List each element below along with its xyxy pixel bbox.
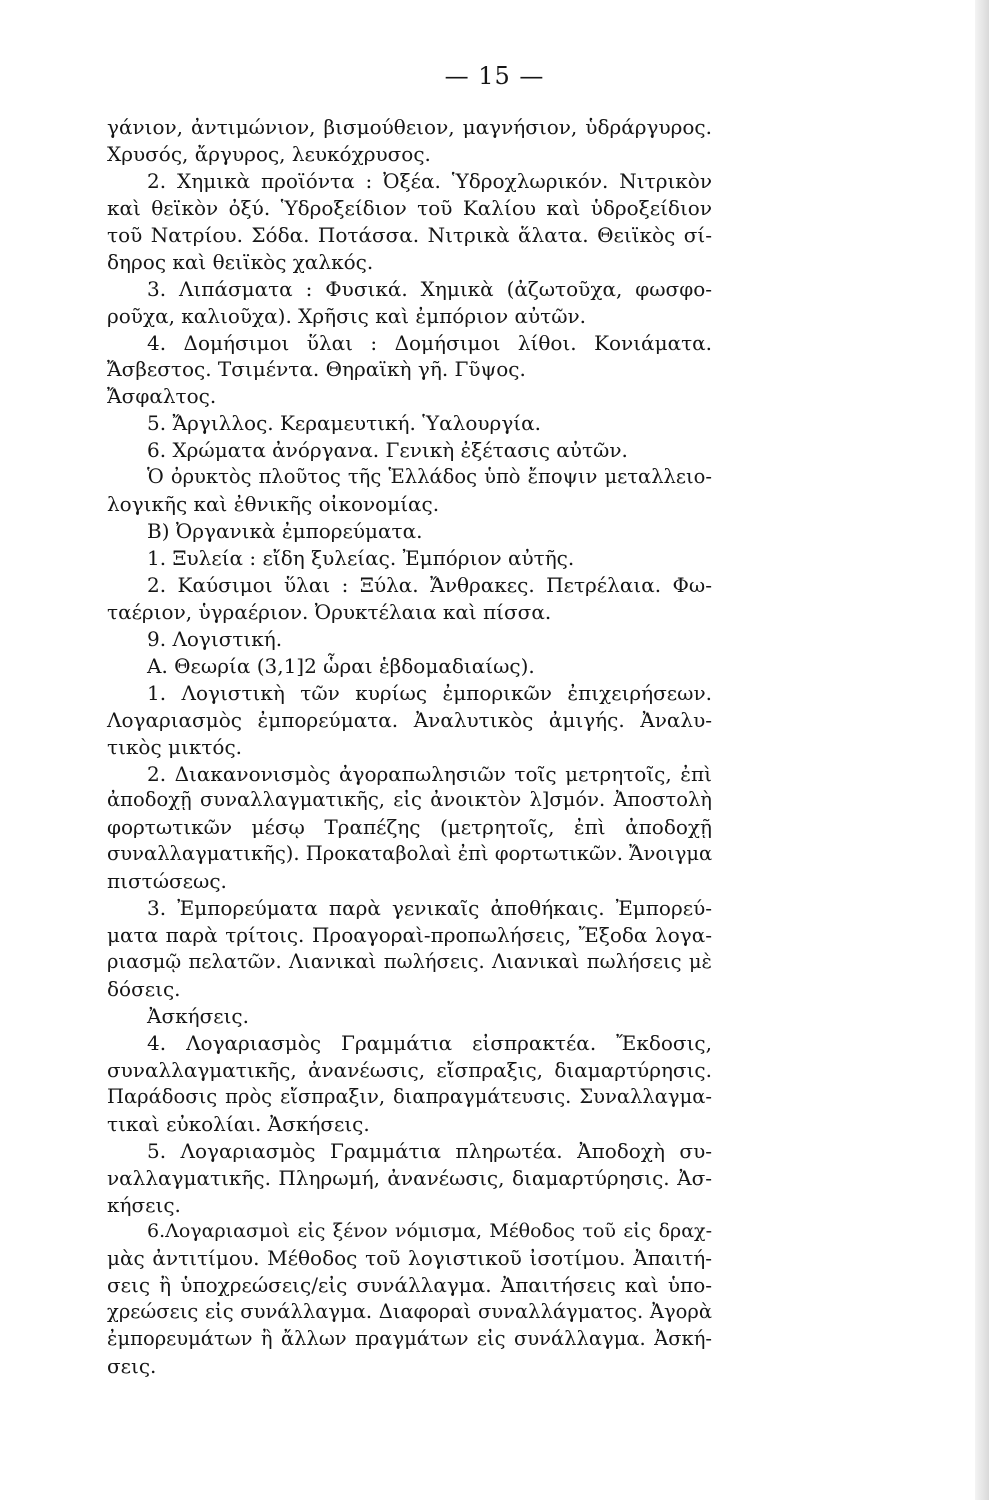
text-line: 4. Δομήσιμοι ὕλαι : Δομήσιμοι λίθοι. Κονιάματα. [147,330,712,355]
text-line: 1. Ξυλεία : εἴδη ξυλείας. Ἐμπόριον αὐτῆς. [147,546,575,570]
section-heading: 9. Λογιστική. [147,626,283,651]
text-line: 4. Λογαριασμὸς Γραμμάτια εἰσπρακτέα. Ἔκδοσις, [147,1030,712,1055]
text-line: 6. Χρώματα ἀνόργανα. Γενικὴ ἐξέτασις αὐτῶν. [147,438,628,463]
text-line: ματα παρὰ τρίτοις. Προαγοραὶ-προπωλήσεις, Ἔξοδα λογα- [107,923,712,948]
text-line: φορτωτικῶν μέσῳ Τραπέζης (μετρητοῖς, ἐπὶ ἀποδοχῇ [107,815,712,840]
text-line: τοῦ Νατρίου. Σόδα. Ποτάσσα. Νιτρικὰ ἅλατα. Θειϊκὸς σί- [107,222,712,247]
text-line: συναλλαγματικῆς, ἀνανέωσις, εἴσπραξις, διαμαρτύρησις. [107,1057,712,1082]
text-line: ναλλαγματικῆς. Πληρωμή, ἀνανέωσις, διαμαρτύρησις. Ἀσ- [107,1165,712,1190]
text-line: πιστώσεως. [107,869,227,894]
text-line: ἐμπορευμάτων ἢ ἄλλων πραγμάτων εἰς συνάλλαγμα. Ἀσκή- [107,1327,712,1351]
section-heading: Β) Ὀργανικὰ ἐμπορεύματα. [147,519,423,544]
text-line: 1. Λογιστικὴ τῶν κυρίως ἐμπορικῶν ἐπιχειρήσεων. [147,680,712,705]
text-line: σεις ἢ ὑποχρεώσεις/εἰς συνάλλαγμα. Ἀπαιτήσεις καὶ ὑπο- [107,1273,712,1298]
text-line: δόσεις. [107,977,181,1001]
text-line: 2. Διακανονισμὸς ἀγοραπωλησιῶν τοῖς μετρητοῖς, ἐπὶ [147,761,712,786]
text-line: μὰς ἀντιτίμου. Μέθοδος τοῦ λογιστικοῦ ἰσοτίμου. Ἀπαιτή- [107,1246,712,1271]
page-edge-shadow [975,0,989,1500]
text-line: 2. Χημικὰ προϊόντα : Ὀξέα. Ὑδροχλωρικόν. Νιτρικὸν [147,168,712,193]
text-line: ροῦχα, καλιοῦχα). Χρῆσις καὶ ἐμπόριον αὐτῶν. [107,303,587,328]
text-line: τικὸς μικτός. [107,734,243,759]
text-line: γάνιον, ἀντιμώνιον, βισμούθειον, μαγνήσιον, ὑδράργυρος. [107,115,712,139]
text-line: ταέριον, ὑγραέριον. Ὀρυκτέλαια καὶ πίσσα. [107,599,552,624]
text-line: Λογαριασμὸς ἐμπορεύματα. Ἀναλυτικὸς ἀμιγής. Ἀναλυ- [107,707,712,732]
text-line: λογικῆς καὶ ἐθνικῆς οἰκονομίας. [107,492,440,517]
text-line: Ἄσβεστος. Τσιμέντα. Θηραϊκὴ γῆ. Γῦψος. [107,357,526,382]
text-line: ριασμῷ πελατῶν. Λιανικαὶ πωλήσεις. Λιανικαὶ πωλήσεις μὲ [107,950,712,974]
text-line: καὶ θεϊκὸν ὀξύ. Ὑδροξείδιον τοῦ Καλίου καὶ ὑδροξείδιον [107,195,712,220]
text-line: 6.Λογαριασμοὶ εἰς ξένον νόμισμα, Μέθοδος τοῦ εἰς δραχ- [147,1220,712,1243]
text-line: χρεώσεις εἰς συνάλλαγμα. Διαφοραὶ συναλλάγματος. Ἀγορὰ [107,1300,712,1324]
text-line: Παράδοσις πρὸς εἴσπραξιν, διαπραγμάτευσις. Συναλλαγμα- [107,1084,712,1108]
text-line: Ἀσκήσεις. [147,1003,249,1028]
text-line: σεις. [107,1354,157,1379]
text-line: 5. Λογαριασμὸς Γραμμάτια πληρωτέα. Ἀποδοχὴ συ- [147,1138,712,1163]
text-line: κήσεις. [107,1192,181,1217]
text-line: 2. Καύσιμοι ὕλαι : Ξύλα. Ἄνθρακες. Πετρέλαια. Φω- [147,572,712,597]
text-line: Ἄσφαλτος. [107,384,217,409]
body-text [107,114,712,1380]
page-number: — 15 — [444,62,545,90]
text-line: 3. Ἐμπορεύματα παρὰ γενικαῖς ἀποθήκαις. Ἐμπορεύ- [147,896,712,921]
text-line: 5. Ἄργιλλος. Κεραμευτική. Ὑαλουργία. [147,411,541,436]
text-line: συναλλαγματικῆς). Προκαταβολαὶ ἐπὶ φορτωτικῶν. Ἄνοιγμα [107,842,713,866]
subsection-heading: Α. Θεωρία (3,1]2 ὧραι ἑβδομαδιαίως). [147,653,535,678]
text-line: τικαὶ εὐκολίαι. Ἀσκήσεις. [107,1111,370,1136]
text-line: δηρος καὶ θειϊκὸς χαλκός. [107,249,374,274]
text-line: Χρυσός, ἄργυρος, λευκόχρυσος. [107,141,431,166]
text-line: ἀποδοχῇ συναλλαγματικῆς, εἰς ἀνοικτὸν λ]σμόν. Ἀποστολὴ [107,788,712,812]
text-line: Ὁ ὀρυκτὸς πλοῦτος τῆς Ἑλλάδος ὑπὸ ἔποψιν μεταλλειο- [147,465,712,489]
text-line: 3. Λιπάσματα : Φυσικά. Χημικὰ (ἀζωτοῦχα, φωσφο- [147,276,712,301]
